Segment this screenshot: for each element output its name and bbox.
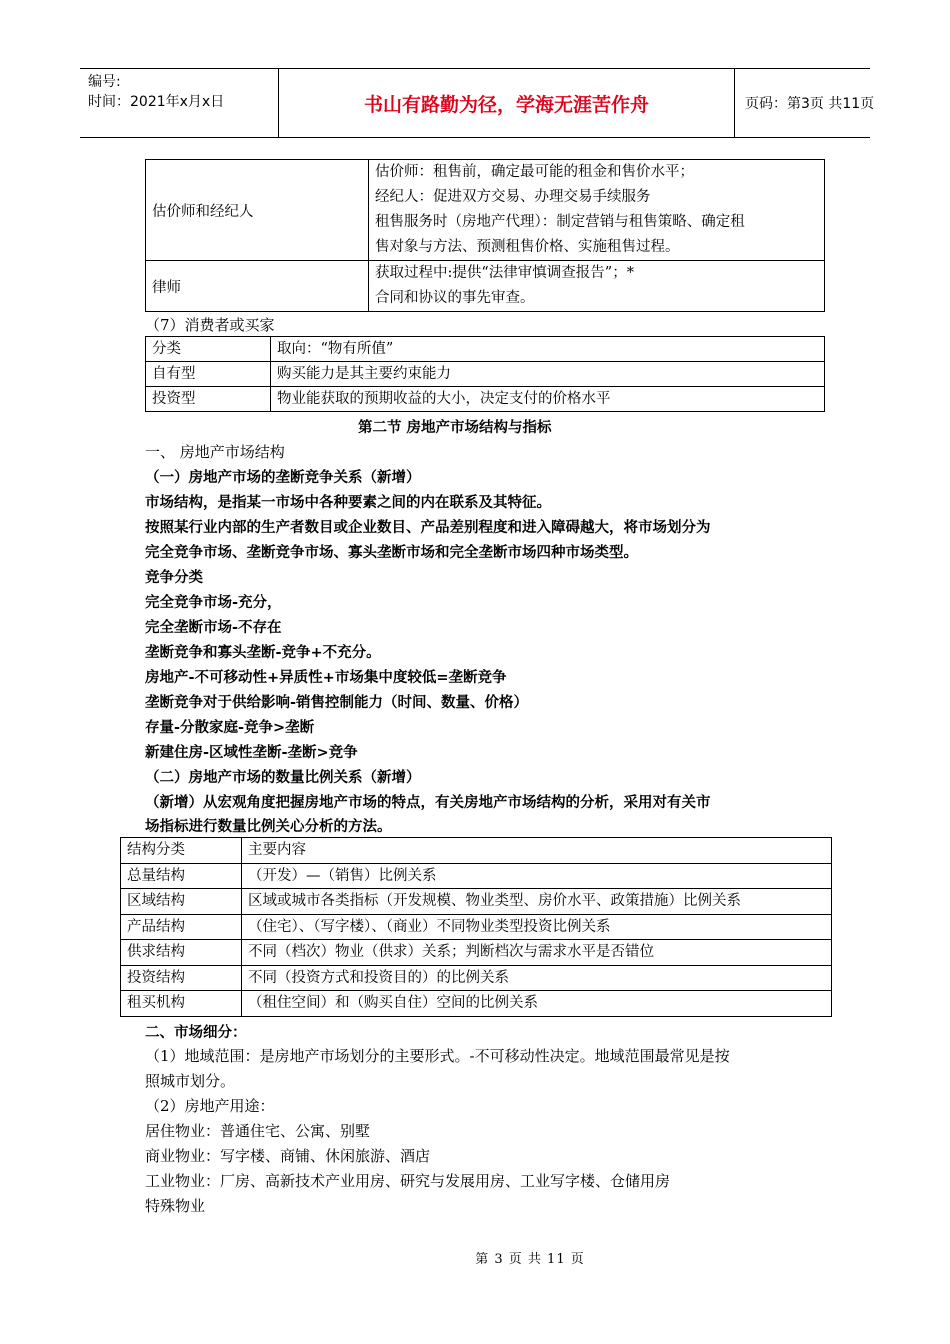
table-row — [121, 889, 832, 915]
body-line: 存量-分散家庭-竞争>垄断 — [145, 720, 315, 736]
body-line: 按照某行业内部的生产者数目或企业数目、产品差别程度和进入障碍越大，将市场划分为 — [145, 520, 711, 536]
table-row — [121, 863, 832, 889]
cell-line: 估价师：租售前，确定最可能的租金和售价水平； — [375, 164, 694, 180]
body-line: 垄断竞争对于供给影响-销售控制能力（时间、数量、价格） — [145, 695, 529, 711]
table-cell-value: 购买能力是其主要约束能力 — [271, 362, 825, 387]
table-cell-key: 租买机构 — [121, 991, 242, 1017]
document-number-label: 编号: — [88, 74, 121, 90]
consumer-heading: （7）消费者或买家 — [145, 316, 275, 334]
body-line: 完全竞争市场、垄断竞争市场、寡头垄断市场和完全垄断市场四种市场类型。 — [145, 545, 638, 561]
cell-line: 获取过程中:提供“法律审慎调查报告”；* — [375, 265, 634, 281]
consumer-table — [145, 336, 825, 412]
document-time-label: 时间：2021年x月x日 — [88, 94, 225, 110]
table-cell-value: 物业能获取的预期收益的大小，决定支付的价格水平 — [271, 387, 825, 412]
sub2-line: 场指标进行数量比例关心分析的方法。 — [145, 819, 392, 835]
table-cell-value — [369, 160, 825, 261]
body-line: 新建住房-区域性垄断-垄断>竞争 — [145, 745, 358, 761]
table-row — [121, 991, 832, 1017]
part2-line: 商业物业：写字楼、商铺、休闲旅游、酒店 — [145, 1147, 431, 1165]
header-page-number: 页码：第3页 共11页 — [745, 96, 875, 112]
cell-line: 合同和协议的事先审查。 — [375, 290, 535, 306]
table-row — [146, 387, 825, 412]
part2-line: 工业物业：厂房、高新技术产业用房、研究与发展用房、工业写字楼、仓储用房 — [145, 1172, 671, 1190]
table-row — [121, 914, 832, 940]
header-meta — [80, 69, 280, 137]
table-cell-key: 投资型 — [146, 387, 271, 412]
table-row — [121, 838, 832, 864]
body-line: 完全垄断市场-不存在 — [145, 620, 282, 636]
sub2-heading: （二）房地产市场的数量比例关系（新增） — [145, 770, 421, 786]
table-cell-key: 区域结构 — [121, 889, 242, 915]
body-line: 竞争分类 — [145, 570, 203, 586]
table-cell-value: 不同（投资方式和投资目的）的比例关系 — [242, 965, 832, 991]
page-footer — [0, 1248, 950, 1267]
table-cell-key: 产品结构 — [121, 914, 242, 940]
table-cell-value: 主要内容 — [242, 838, 832, 864]
table-cell-value: （住宅）、（写字楼）、（商业）不同物业类型投资比例关系 — [242, 914, 832, 940]
table-row — [146, 337, 825, 362]
table-cell-value: 取向：“物有所值” — [271, 337, 825, 362]
part2-line: （1）地域范围：是房地产市场划分的主要形式。-不可移动性决定。地域范围最常见是按 — [145, 1047, 730, 1065]
table-cell-key: 律师 — [146, 261, 369, 312]
table-row — [146, 261, 825, 312]
sub2-line: （新增）从宏观角度把握房地产市场的特点，有关房地产市场结构的分析，采用对有关市 — [145, 795, 711, 811]
sub1-heading: （一）房地产市场的垄断竞争关系（新增） — [145, 470, 421, 486]
table-cell-value: （开发）—（销售）比例关系 — [242, 863, 832, 889]
page-header — [80, 68, 875, 138]
table-row — [121, 940, 832, 966]
section-title: 第二节 房地产市场结构与指标 — [358, 420, 552, 436]
table-cell-value — [369, 261, 825, 312]
cell-line: 售对象与方法、预测租售价格、实施租售过程。 — [375, 239, 680, 255]
table-cell-value: 不同（档次）物业（供求）关系；判断档次与需求水平是否错位 — [242, 940, 832, 966]
body-line: 完全竞争市场-充分， — [145, 595, 282, 611]
header-motto: 书山有路勤为径，学海无涯苦作舟 — [363, 93, 649, 116]
part2-line: （2）房地产用途： — [145, 1097, 275, 1115]
table-cell-key: 总量结构 — [121, 863, 242, 889]
table-cell-key: 供求结构 — [121, 940, 242, 966]
body-line: 垄断竞争和寡头垄断-竞争+不充分。 — [145, 645, 381, 661]
structure-table — [120, 837, 832, 1017]
part2-line: 居住物业：普通住宅、公寓、别墅 — [145, 1122, 371, 1140]
part2-line: 照城市划分。 — [145, 1072, 236, 1090]
table-cell-key: 自有型 — [146, 362, 271, 387]
table-cell-value: （租住空间）和（购买自住）空间的比例关系 — [242, 991, 832, 1017]
part1-heading: 一、 房地产市场结构 — [145, 443, 285, 461]
table-row — [121, 965, 832, 991]
part2-line: 特殊物业 — [145, 1197, 206, 1215]
table-cell-key: 投资结构 — [121, 965, 242, 991]
part2-heading: 二、市场细分： — [145, 1025, 247, 1041]
table-cell-key: 分类 — [146, 337, 271, 362]
table-row — [146, 362, 825, 387]
table-cell-key: 结构分类 — [121, 838, 242, 864]
body-line: 市场结构，是指某一市场中各种要素之间的内在联系及其特征。 — [145, 495, 551, 511]
roles-table — [145, 159, 825, 312]
table-row — [146, 160, 825, 261]
footer-page-number: 第 3 页 共 11 页 — [475, 1252, 585, 1267]
header-motto-cell — [278, 69, 735, 137]
table-cell-key: 估价师和经纪人 — [146, 160, 369, 261]
cell-line: 租售服务时（房地产代理）：制定营销与租售策略、确定租 — [375, 214, 745, 230]
body-line: 房地产-不可移动性+异质性+市场集中度较低=垄断竞争 — [145, 670, 507, 686]
table-cell-value: 区域或城市各类指标（开发规模、物业类型、房价水平、政策措施）比例关系 — [242, 889, 832, 915]
cell-line: 经纪人：促进双方交易、办理交易手续服务 — [375, 189, 651, 205]
